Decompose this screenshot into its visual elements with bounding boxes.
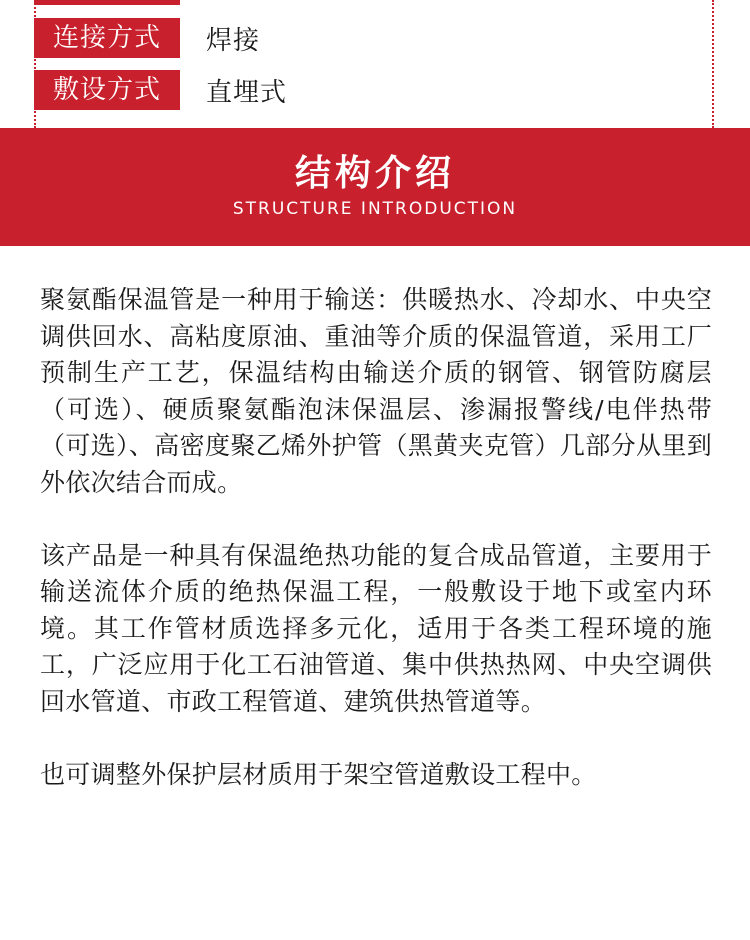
dotted-border-right (712, 0, 714, 128)
spec-label: 连接方式 (34, 18, 180, 58)
section-title: 结构介绍 (294, 153, 455, 194)
spec-label: 敷设方式 (34, 70, 180, 110)
section-subtitle: STRUCTURE INTRODUCTION (232, 199, 518, 219)
structure-description (40, 282, 712, 793)
paragraph-overhead: 也可调整外保护层材质用于架空管道敷设工程中。 (40, 759, 597, 789)
spec-value: 直埋式 (206, 77, 288, 108)
label-column-cap (34, 0, 180, 5)
spec-row-connection (34, 18, 260, 58)
spec-value: 焊接 (206, 25, 261, 56)
spec-section (0, 0, 750, 128)
paragraph-structure: 聚氨酯保温管是一种用于输送：供暖热水、冷却水、中央空调供回水、高粘度原油、重油等介质的保温管道，采用工厂预制生产工艺，保温结构由输送介质的钢管、钢管防腐层（可选）、硬质聚氨酯泡沫保温层、渗漏报警线/电伴热带（可选）、高密度聚乙烯外护管（黑黄夹克管）几部分从里到外依次结合而成。 (40, 285, 712, 497)
paragraph-application: 该产品是一种具有保温绝热功能的复合成品管道，主要用于输送流体介质的绝热保温工程，一般敷设于地下或室内环境。其工作管材质选择多元化，适用于各类工程环境的施工，广泛应用于化工石油管道、集中供热热网、中央空调供回水管道、市政工程管道、建筑供热管道等。 (40, 540, 712, 716)
section-banner (0, 128, 750, 246)
spec-row-laying (34, 70, 287, 110)
